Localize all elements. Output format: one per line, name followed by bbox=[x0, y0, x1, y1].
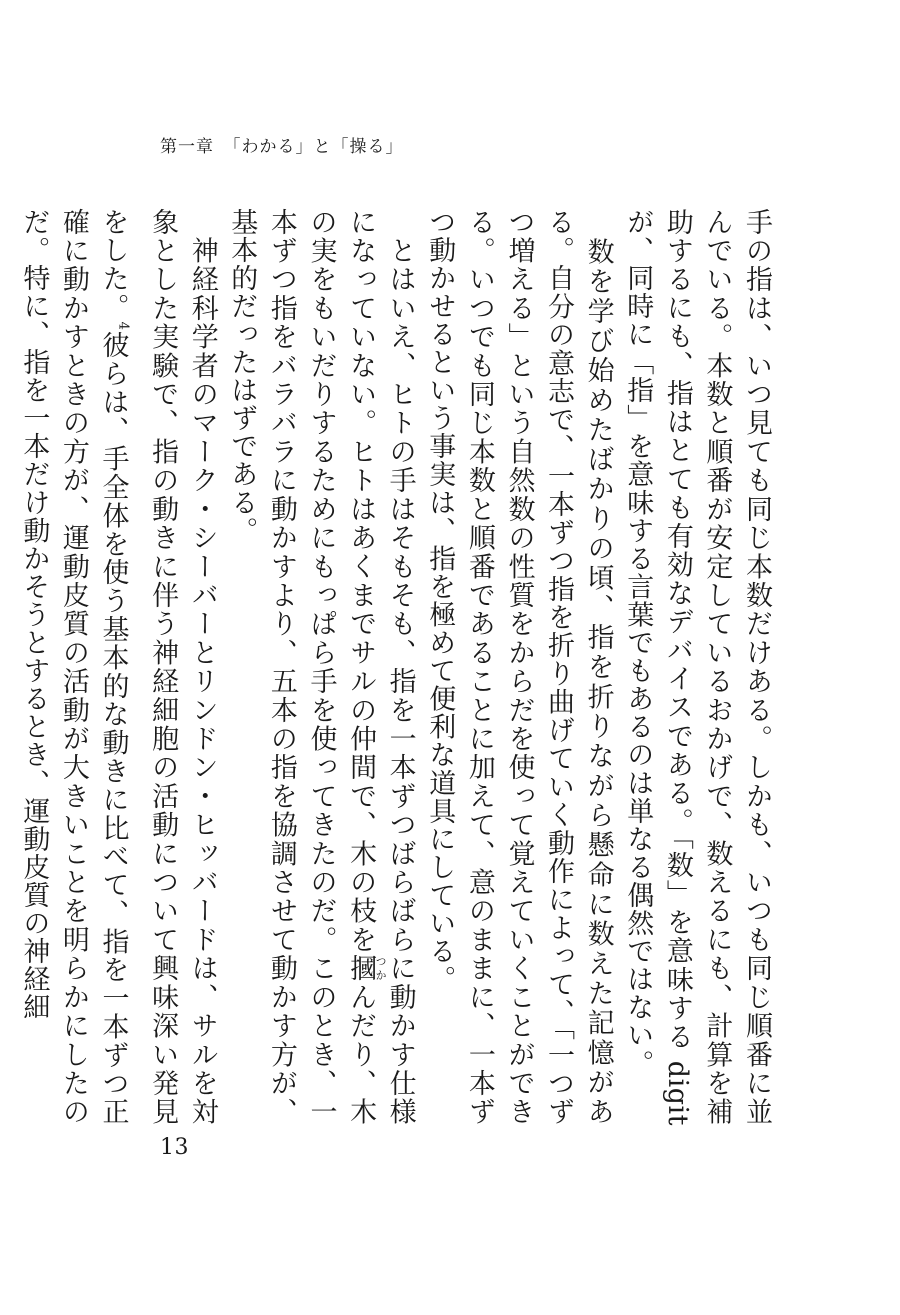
ruby-base: 摑 bbox=[345, 954, 377, 984]
paragraph-4-text-b: 彼らは、手全体を使う基本的な動きに比べて、指を一本ずつ正確に動かすときの方が、運動皮質の活動が大きいことを明らかにしたのだ。特に、指を一本だけ動かそうとするとき、運動皮質の神経細 bbox=[18, 208, 129, 1127]
chapter-title: 第一章 「わかる」と「操る」 bbox=[160, 137, 404, 157]
paragraph-2 bbox=[420, 208, 618, 1126]
ruby-tsuka bbox=[345, 954, 388, 984]
paragraph-4 bbox=[14, 208, 222, 1126]
page-number: 13 bbox=[160, 1135, 189, 1160]
running-header bbox=[160, 132, 404, 157]
latin-word-digit: digit bbox=[661, 1051, 693, 1126]
ruby-reading: つか bbox=[374, 954, 388, 983]
paragraph-1-text-a: 手の指は、いつ見ても同じ本数だけある。しかも、いつも同じ順番に並んでいる。本数と順番が安定しているおかげで、数えるにも、計算を補助するにも、指はとても有効なデバイスである。「数」を意味する bbox=[661, 208, 772, 1126]
paragraph-3-text-b: んだり、木の実をもいだりするためにもっぱら手を使ってきたのだ。このとき、一本ずつ指をバラバラに動かすより、五本の指を協調させて動かす方が、基本的だったはずである。 bbox=[226, 208, 377, 1126]
paragraph-3 bbox=[222, 208, 420, 1126]
paragraph-1-text-b: が、同時に「指」を意味する言葉でもあるのは単なる偶然ではない。 bbox=[622, 208, 654, 1078]
footnote-reference[interactable]: 4 bbox=[115, 321, 131, 331]
body-text bbox=[18, 208, 776, 1127]
paragraph-1 bbox=[618, 208, 776, 1126]
paragraph-4-text-a: 神経科学者のマーク・シーバーとリンドン・ヒッバードは、サルを対象とした実験で、指の動きに伴う神経細胞の活動について興味深い発見をした。 bbox=[97, 208, 218, 1126]
paragraph-3-text-a: とはいえ、ヒトの手はそもそも、指を一本ずつばらばらに動かす仕様になっていない。ヒトはあくまでサルの仲間で、木の枝を bbox=[345, 208, 416, 1126]
paragraph-2-text: 数を学び始めたばかりの頃、指を折りながら懸命に数えた記憶がある。自分の意志で、一本ずつ指を折り曲げていく動作によって、「一つずつ増える」という自然数の性質をからだを使って覚えていくことができる。いつでも同じ本数と順番であることに加えて、意のままに、一本ずつ動かせるという事実は、指を極めて便利な道具にしている。 bbox=[424, 208, 614, 1126]
